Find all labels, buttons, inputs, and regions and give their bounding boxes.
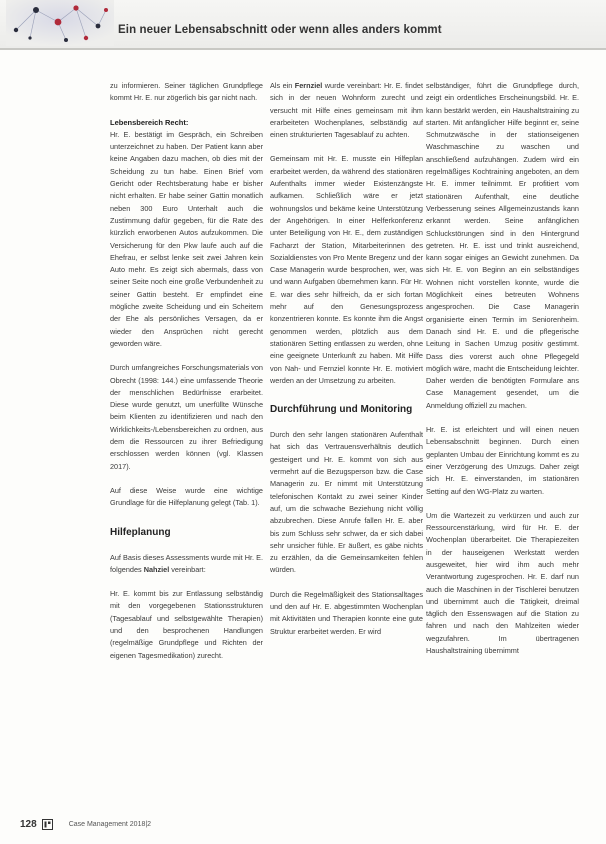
text-column-2 bbox=[270, 80, 423, 650]
journal-name: Case Management 2018|2 bbox=[68, 820, 152, 828]
paragraph: Durch umfangreiches Forschungsmaterials von Obrecht (1998: 144.) eine umfassende Theorie der menschlichen Bedürfnisse erarbeitet. Diese wurde genutzt, um unerfüllte Wünsche beim Klienten zu identifizieren und nach den Wirklichkeits-/Lebensbereichen zu ordnen, aus dem die Ressourcen zu ihrer Befriedigung erschlossen werden können (vgl. Klassen 2017). bbox=[110, 363, 263, 471]
paragraph: Gemeinsam mit Hr. E. musste ein Hilfeplan erarbeitet werden, da während des stationären Aufenthalts immer wieder Existenzängste aufkamen. Schließlich wäre er jetzt wohnungslos und bekäme keine Unterstützung der Angehörigen. In einer Helferkonferenz unter Beteiligung von Hr. E., dem zuständigen Facharzt der Station, Mitarbeiterinnen des Sozialdienstes von Pro Mente Bregenz und der Case Managerin wurde besprochen, wer, was und wann Aufgaben übernehmen kann. Für Hr. E. war dies sehr hilfreich, da er sich fortan mehr auf den Genesungsprozess konzentrieren konnte. Es konnte ihm die Angst genommen werden, plötzlich aus dem stationären Setting entlassen zu werden, ohne eine geeignete Unterkunft zu haben. Mit Hilfe von Nah- und Fernziel konnte Hr. E. motiviert werden an der Umsetzung zu arbeiten. bbox=[270, 154, 423, 385]
text-span: wurde vereinbart: Hr. E. findet sich in der neuen Wohnform zurecht und versucht mit Hilfe eines gemeinsam mit ihm erarbeiteten Wochenplanes, selbständig auf einen strukturierten Tagesablauf zu achten. bbox=[270, 81, 423, 140]
bold-term-nahziel: Nahziel bbox=[143, 564, 170, 574]
paragraph bbox=[110, 552, 263, 577]
paragraph: Durch den sehr langen stationären Aufenthalt hat sich das Vertrauensverhältnis deutlich gesteigert und Hr. E. kommt von sich aus vermehrt auf die Bezugsperson bzw. die Case Managerin zu. Er nimmt mit Unterstützung telefonischen Kontakt zu zwei seiner Kinder auf, um die schwache Beziehung nicht völlig abzubrechen. Diese Anrufe fallen Hr. E. aber bis zum Schluss sehr schwer, da er sich dabei sehr unsicher fühle. Er äußert, es gäbe nichts zu erzählen, da die Gemeinsamkeiten fehlen würden. bbox=[270, 430, 423, 575]
text-span: vereinbart: bbox=[169, 564, 206, 574]
paragraph: selbständiger, führt die Grundpflege durch, zeigt ein ordentliches Erscheinungsbild. Hr. E. kann bestärkt werden, ein Haushaltstraining zu starten. Mit anfänglicher Hilfe beginnt er, seine Schmutzwäsche in der stationseigenen Waschmaschine zu waschen und anschließend aufzuhängen. Zudem wird ein regelmäßiges Kochtraining angeboten, an dem Hr. E. immer teilnimmt. Er profitiert vom stationären Aufenthalt, eine deutliche Verbesserung seines Allgemeinzustands kann erkannt werden. Seine anfänglichen Schluckstörungen sind in den Hintergrund getreten. Hr. E. isst und trinkt ausreichend, kann sogar einiges an Gewicht zunehmen. Da sich Hr. E. von Beginn an ein selbständiges Wohnen nicht vorstellen konnte, wurde die Möglichkeit eines betreuten Wohnens angesprochen. Die Case Managerin organisierte einen Termin im Seniorenheim. Danach sind Hr. E. und die pflegerische Leitung in Sachen Umzug positiv gestimmt. Dass dies vorerst auch ohne Pflegegeld möglich wäre, macht die Entscheidung leichter. Daher werden die benötigten Formulare ans Case Management gesendet, um die Anmeldung offiziell zu machen. bbox=[426, 81, 579, 410]
paragraph: Hr. E. kommt bis zur Entlassung selbständig mit den vorgegebenen Stationsstrukturen (Tagesablauf und selbstgewählte Therapien) und den besprochenen Handlungen (regelmäßige Grundpflege und Richten der eigenen Tagesmedikation) zurecht. bbox=[110, 589, 263, 660]
text-column-1 bbox=[110, 80, 263, 674]
section-heading-durchfuehrung: Durchführung und Monitoring bbox=[270, 404, 413, 416]
journal-logo-icon bbox=[42, 819, 53, 830]
header-title: Ein neuer Lebensabschnitt oder wenn alles anders kommt bbox=[118, 24, 442, 36]
paragraph: Hr. E. ist erleichtert und will einen neuen Lebensabschnitt beginnen. Durch einen geplanten Umbau der Einrichtung kommt es zu einer Verzögerung des Umzugs. Daher zeigt sich Hr. E. einverstanden, im stationären Setting auf den WG-Platz zu warten. bbox=[426, 425, 579, 496]
paragraph: Um die Wartezeit zu verkürzen und auch zur Ressourcenstärkung, wird für Hr. E. der Wochenplan überarbeitet. Die Therapiezeiten in der hauseigenen Werkstatt werden ausgeweitet, hier wird ihm auch mehr Verantwortung zugesprochen. Hr. E. darf nun auch die Maschinen in der Tischlerei benutzen und übernimmt auch die Tätigkeit, dreimal täglich den Essenswagen auf die Station zu fahren und nach den Mahlzeiten wieder wegzufahren. Im übertragenen Haushaltstraining übernimmt bbox=[426, 510, 579, 656]
paragraph: Auf diese Weise wurde eine wichtige Grundlage für die Hilfeplanung gelegt (Tab. 1). bbox=[110, 485, 263, 508]
paragraph: Durch die Regelmäßigkeit des Stationsalltages und den auf Hr. E. abgestimmten Wochenplan mit Aktivitäten und Therapien konnte eine gute Struktur erarbeitet werden. Er wird bbox=[270, 589, 423, 636]
network-graphic bbox=[6, 0, 114, 46]
paragraph: Hr. E. bestätigt im Gespräch, ein Schreiben unterzeichnet zu haben. Der Patient kann aber keine Angaben dazu machen, ob dies mit der Scheidung zu tun habe. Einen Brief vom Gericht oder Rechtsberatung habe er bisher nicht erhalten. Er habe seiner Gattin monatlich neben 300 Euro Unterhalt auch die Zustimmung dafür gegeben, für die Rate des kürzlich erworbenen Autos aufzukommen. Die Versicherung für den Pkw laufe auch auf die Ehefrau, er selbst lenke seit zwei Jahren kein Auto mehr. Es zeigt sich abermals, dass von seiner Seite noch eine große Verbundenheit zu seiner Gattin besteht. Er empfindet eine mögliche zweite Scheidung und ein Scheitern der Ehe als persönliches Versagen, da er wieder den Ansprüchen nicht gerecht geworden wäre. bbox=[110, 129, 263, 348]
paragraph bbox=[270, 80, 423, 141]
paragraph: zu informieren. Seiner täglichen Grundpflege kommt Hr. E. nur zögerlich bis gar nicht nach. bbox=[110, 81, 263, 103]
page-number: 128 bbox=[20, 818, 37, 830]
text-span: Auf Basis dieses Assessments wurde mit Hr. E. folgendes bbox=[110, 552, 263, 574]
subheading-recht: Lebensbereich Recht: bbox=[110, 117, 189, 127]
running-header bbox=[0, 0, 606, 50]
text-span: Als ein bbox=[270, 81, 295, 90]
bold-term-fernziel: Fernziel bbox=[294, 81, 323, 90]
section-heading-hilfeplanung: Hilfeplanung bbox=[110, 526, 171, 538]
page-footer bbox=[20, 815, 420, 833]
text-column-3 bbox=[426, 80, 579, 669]
